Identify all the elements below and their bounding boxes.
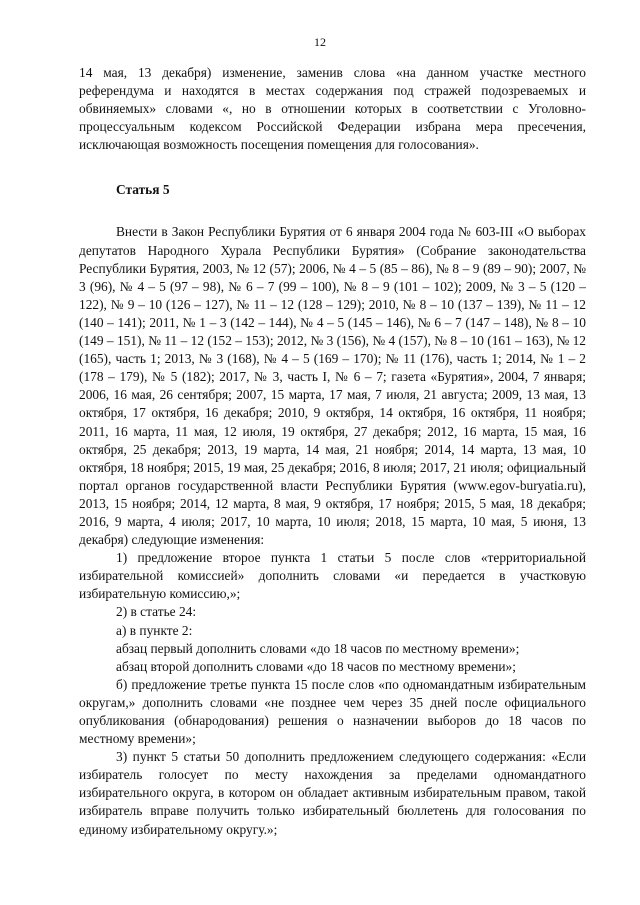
article-item-3: 3) пункт 5 статьи 50 дополнить предложением следующего содержания: «Если избиратель голосует по месту нахождения за пределами одномандатного избирательного округа, в котором он обладает активным избирательным правом, такой избиратель вправе получить только избирательный бюллетень для голосования по единому избирательному округу.»; bbox=[79, 749, 586, 837]
article-item-2: 2) в статье 24: bbox=[116, 604, 197, 620]
article-subitem-a-second: абзац второй дополнить словами «до 18 часов по местному времени»; bbox=[116, 658, 516, 674]
article-subitem-a-first: абзац первый дополнить словами «до 18 часов по местному времени»; bbox=[116, 640, 520, 656]
article-heading: Статья 5 bbox=[116, 182, 170, 198]
article-paragraph-intro: Внести в Закон Республики Бурятия от 6 января 2004 года № 603-III «О выборах депутатов Народного Хурала Республики Бурятия» (Собрание законодательства Республики Бурятия, 2003, № 12 (57); 2006, № 4 – 5 (85 – 86), № 8 – 9 (89 – 90); 2007, № 3 (96), № 4 – 5 (97 – 98), № 6 – 7 (99 – 100), № 8 – 9 (101 – 102); 2009, № 3 – 5 (120 – 122), № 9 – 10 (126 – 127), № 11 – 12 (128 – 129); 2010, № 8 – 10 (137 – 139), № 11 – 12 (140 – 141); 2011, № 1 – 3 (142 – 144), № 4 – 5 (145 – 146), № 6 – 7 (147 – 148), № 8 – 10 (149 – 151), № 11 – 12 (152 – 153); 2012, № 3 (156), № 4 (157), № 8 – 10 (161 – 163), № 12 (165), часть 1; 2013, № 3 (168), № 4 – 5 (169 – 170); № 11 (176), часть 1; 2014, № 1 – 2 (178 – 179), № 5 (182); 2017, № 3, часть I, № 6 – 7; газета «Бурятия», 2004, 7 января; 2006, 16 мая, 26 сентября; 2007, 15 марта, 17 мая, 7 июля, 21 августа; 2009, 13 мая, 13 октября, 17 октября, 16 декабря; 2010, 9 октября, 14 октября, 16 октября, 11 ноября; 2011, 16 марта, 11 мая, 12 июля, 19 октября, 27 декабря; 2012, 16 марта, 15 мая, 16 октября, 25 декабря; 2013, 19 марта, 14 мая, 21 ноября; 2014, 14 марта, 13 мая, 10 октября, 18 ноября; 2015, 19 мая, 25 декабря; 2016, 8 июля; 2017, 21 июля; официальный портал органов государственной власти Республики Бурятия (www.egov-buryatia.ru), 2013, 15 ноября; 2014, 12 марта, 8 мая, 9 октября, 17 ноября; 2015, 5 мая, 18 декабря; 2016, 9 марта, 4 июля; 2017, 10 марта, 10 июля; 2018, 15 марта, 10 мая, 5 июня, 13 декабря) следующие изменения: bbox=[79, 224, 586, 548]
page-number: 12 bbox=[314, 35, 326, 49]
article-item-1: 1) предложение второе пункта 1 статьи 5 после слов «территориальной избирательной комиссией» дополнить словами «и передается в участковую избирательную комиссию,»; bbox=[79, 550, 586, 602]
document-body bbox=[79, 64, 586, 839]
article-subitem-b: б) предложение третье пункта 15 после слов «по одномандатным избирательным округам,» дополнить словами «не позднее чем через 35 дней после официального опубликования (обнародования) решения о назначении выборов до 18 часов по местному времени»; bbox=[79, 676, 586, 747]
intro-paragraph: 14 мая, 13 декабря) изменение, заменив слова «на данном участке местного референдума и находятся в местах содержания под стражей подозреваемых и обвиняемых» словами «, но в отношении которых в соответствии с Уголовно-процессуальным кодексом Российской Федерации избрана мера пресечения, исключающая возможность посещения помещения для голосования». bbox=[79, 65, 586, 153]
article-subitem-a: а) в пункте 2: bbox=[116, 622, 193, 638]
